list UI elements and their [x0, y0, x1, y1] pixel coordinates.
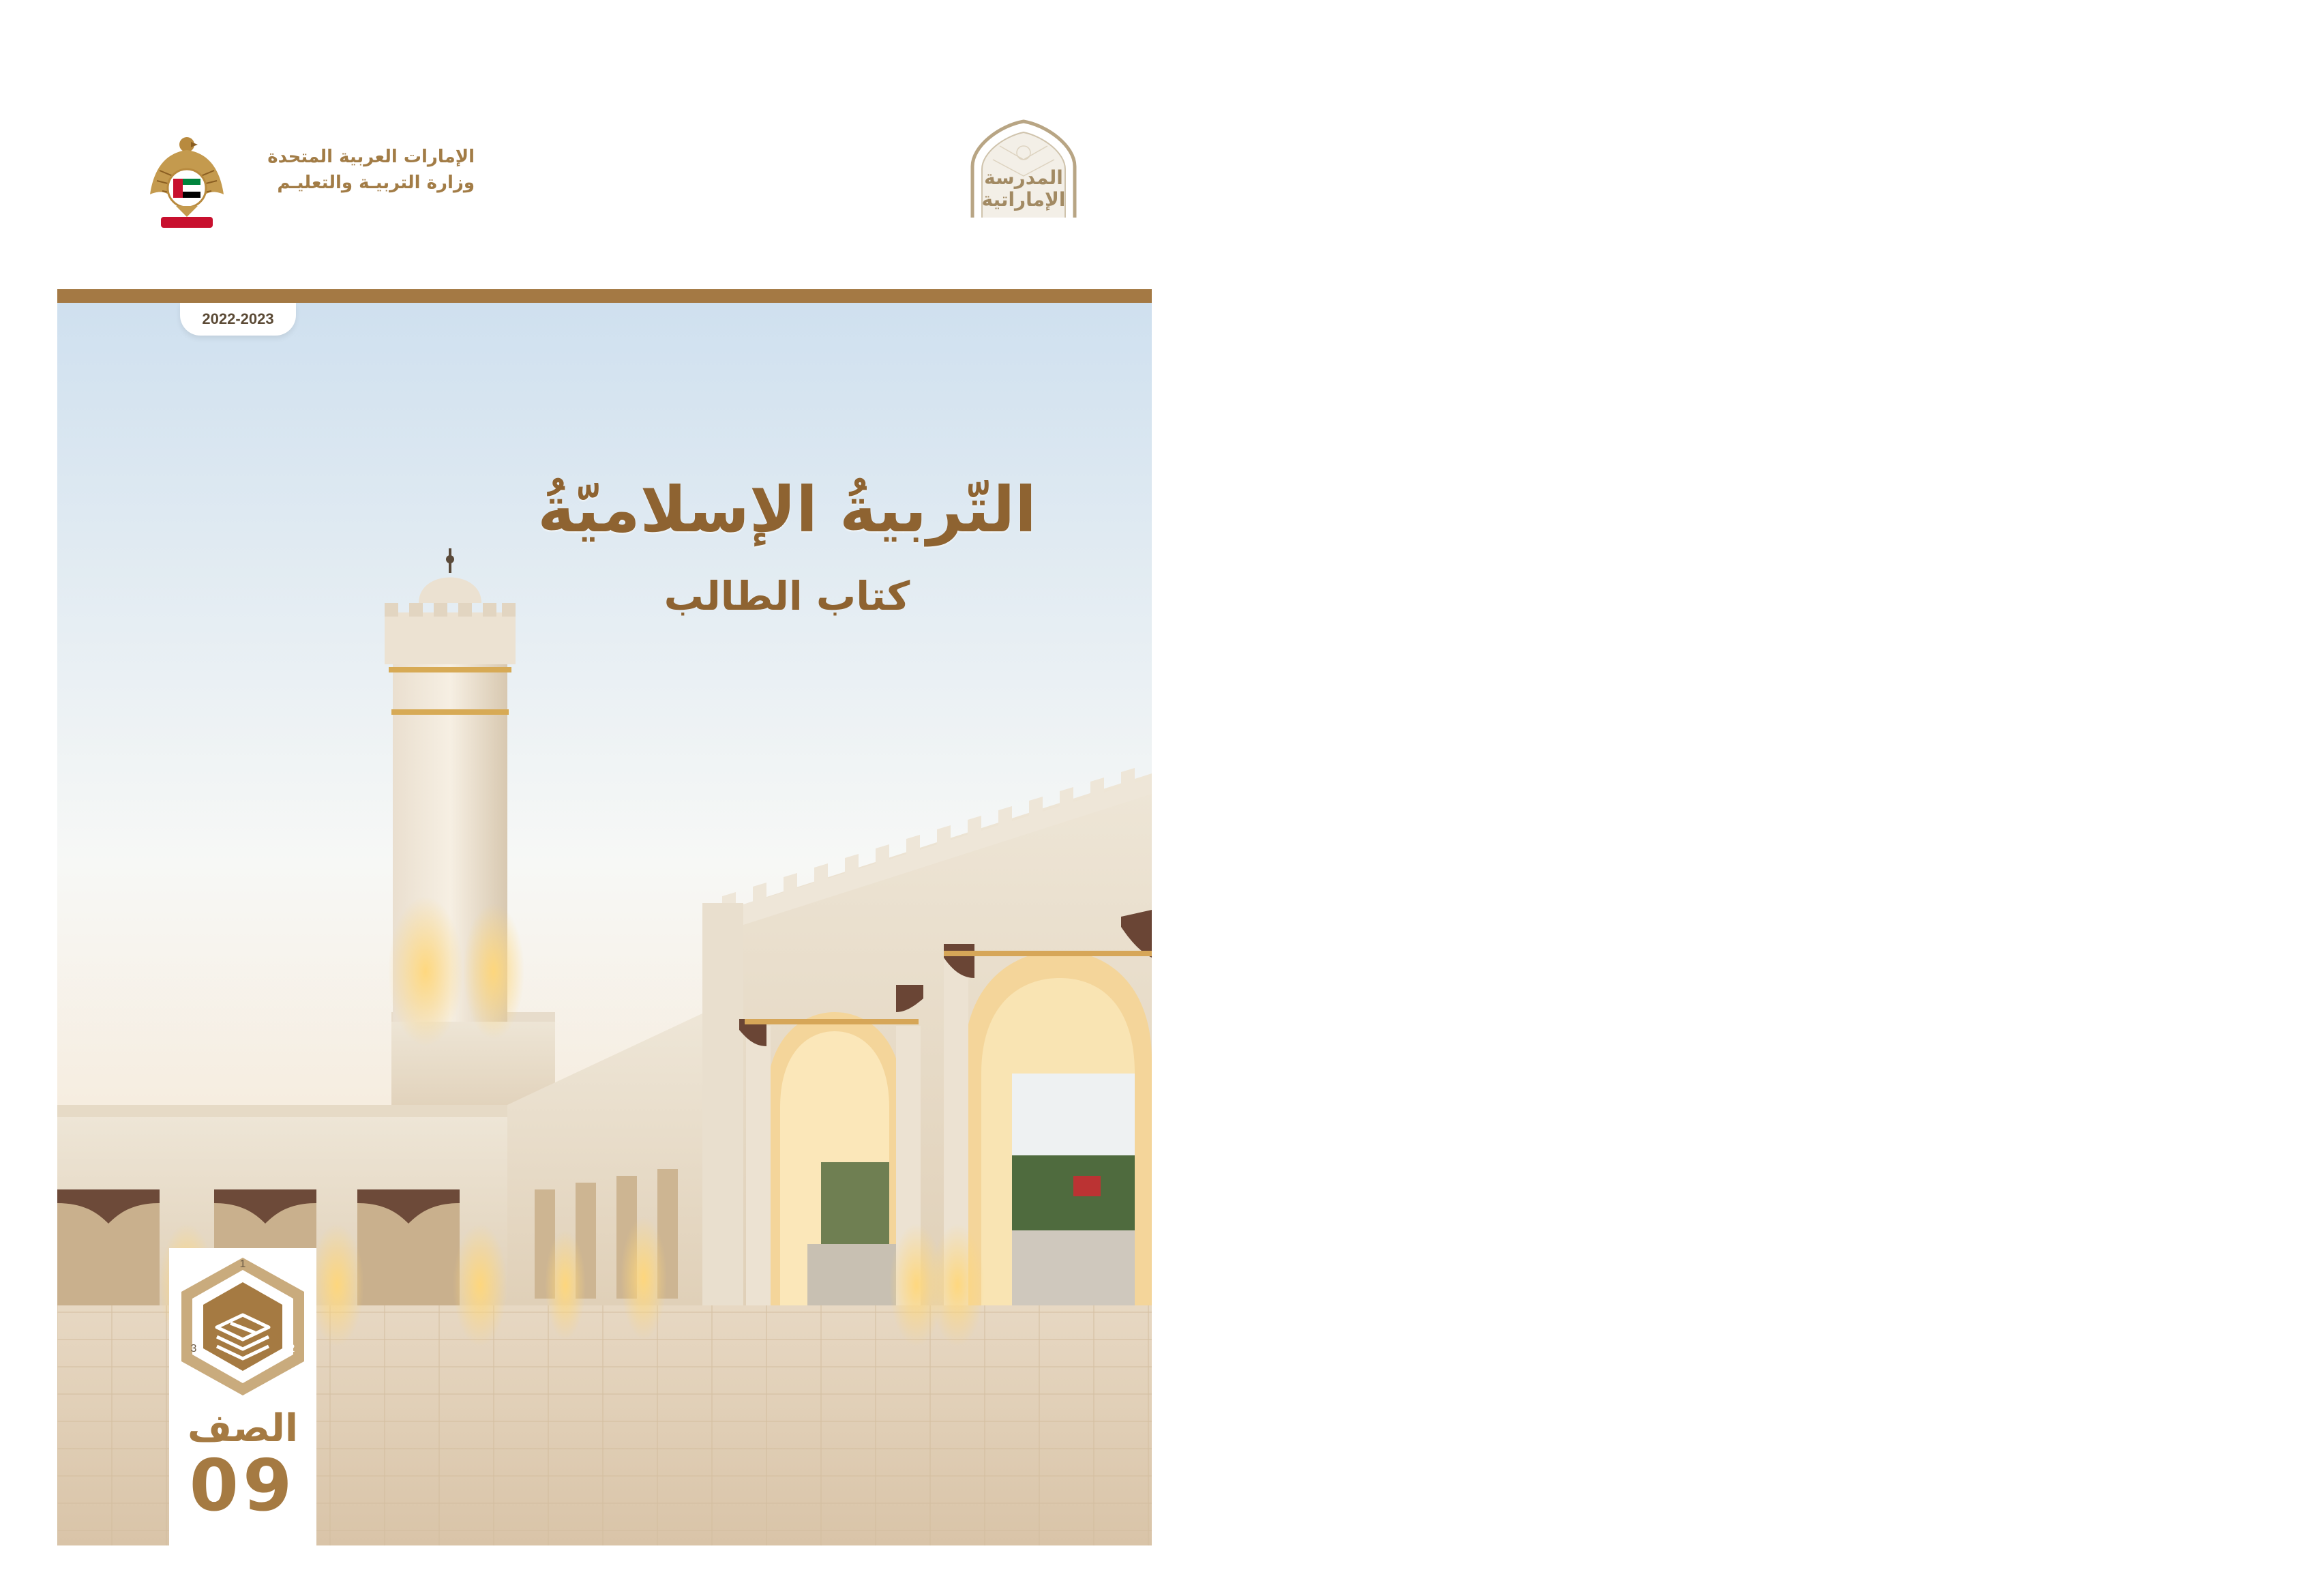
- grade-hexagon: [169, 1252, 316, 1402]
- school-name-line2: الإماراتية: [981, 188, 1066, 211]
- school-name-line1: المدرسة: [984, 166, 1063, 189]
- level-2-label: 2: [288, 1343, 295, 1355]
- uae-emblem-icon: [146, 130, 228, 232]
- level-1-label: 1: [239, 1258, 246, 1270]
- grade-number: 09: [189, 1444, 297, 1527]
- book-cover: [57, 289, 1152, 1545]
- grade-label: الصف: [187, 1406, 299, 1451]
- book-title: التّربيةُ الإسلاميّةُ: [537, 473, 1037, 546]
- cover-top-band: [57, 289, 1152, 303]
- ministry-name: وزارة التربيـة والتعليـم: [277, 172, 475, 193]
- ministry-title: [243, 145, 475, 196]
- emirati-school-logo: [959, 119, 1088, 221]
- uae-name: الإمارات العربية المتحدة: [267, 147, 475, 167]
- level-3-label: 3: [190, 1343, 197, 1355]
- grade-panel: [169, 1248, 316, 1545]
- book-subtitle: كتاب الطالب: [664, 573, 910, 619]
- academic-year-tab: 2022-2023: [180, 303, 296, 336]
